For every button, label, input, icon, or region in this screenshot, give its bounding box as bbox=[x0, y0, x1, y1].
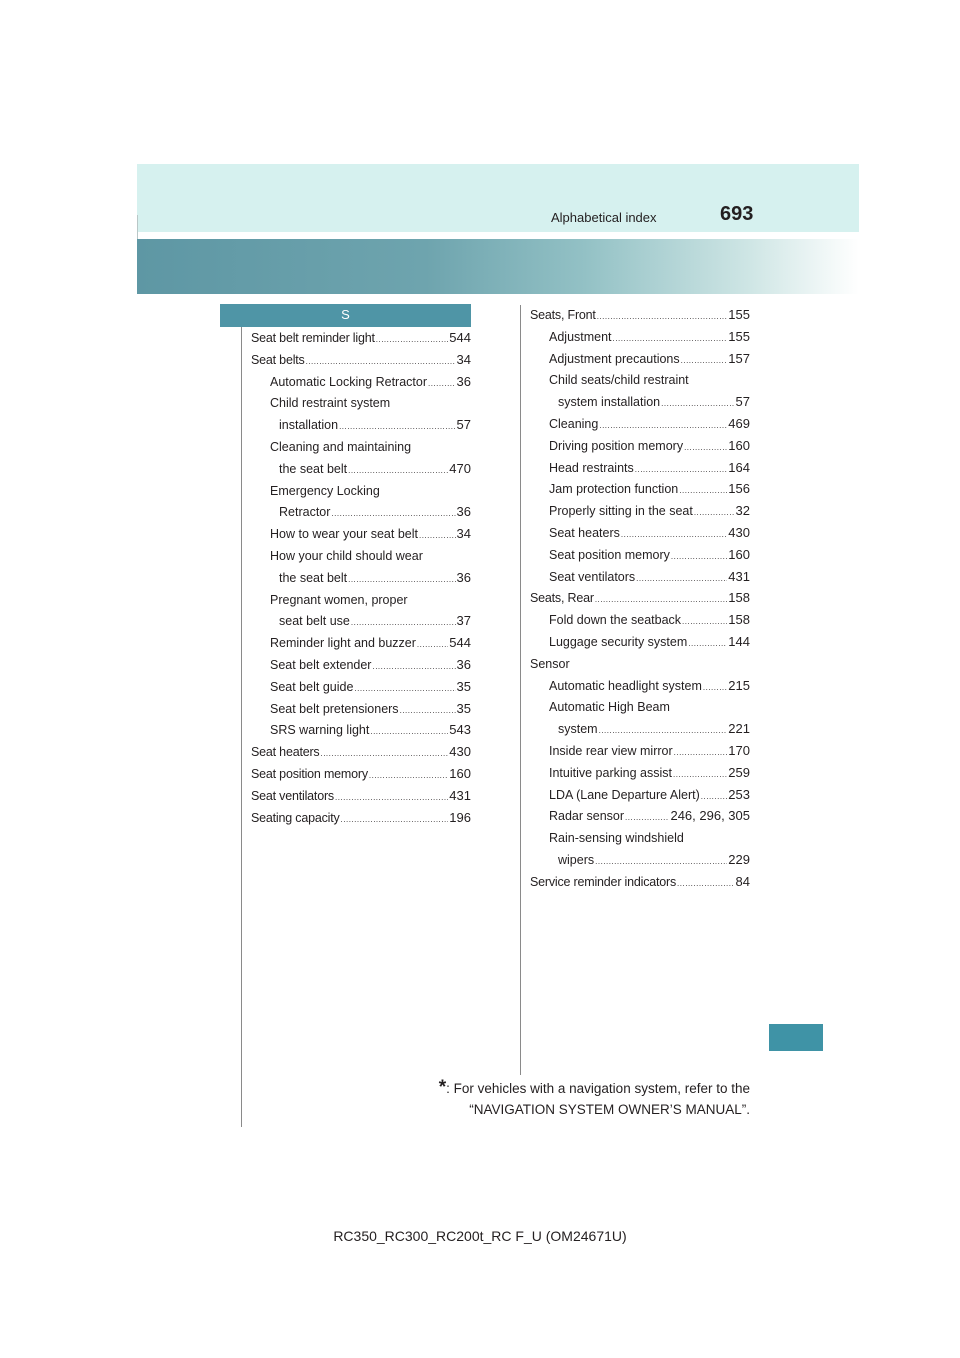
index-entry-label: Automatic headlight system bbox=[549, 678, 702, 693]
leader-dots bbox=[677, 874, 734, 894]
leader-dots bbox=[679, 481, 727, 501]
index-entry bbox=[549, 523, 750, 545]
leader-dots bbox=[331, 504, 455, 524]
leader-dots bbox=[636, 569, 727, 589]
index-entry bbox=[270, 655, 471, 677]
leader-dots bbox=[674, 743, 728, 763]
index-entry bbox=[549, 676, 750, 698]
index-entry bbox=[270, 524, 471, 546]
page-number: 693 bbox=[720, 203, 754, 225]
left-column-rule bbox=[241, 327, 242, 1127]
index-entry-page: 155 bbox=[728, 328, 750, 344]
index-entry bbox=[279, 459, 471, 481]
index-entry-page: 170 bbox=[728, 743, 750, 758]
index-entry bbox=[549, 697, 670, 717]
leader-dots bbox=[684, 438, 727, 458]
index-entry bbox=[270, 677, 471, 699]
index-entry bbox=[251, 328, 471, 350]
header-rule bbox=[137, 215, 138, 239]
leader-dots bbox=[417, 635, 448, 655]
index-entry-label: Seats, Front bbox=[530, 308, 596, 322]
index-entry-label: Reminder light and buzzer bbox=[270, 636, 416, 651]
index-entry-label: Seat belt pretensioners bbox=[270, 701, 399, 716]
index-entry-label: Retractor bbox=[279, 505, 331, 520]
leader-dots bbox=[376, 330, 449, 350]
leader-dots bbox=[661, 394, 734, 414]
leader-dots bbox=[673, 765, 727, 785]
index-entry-page: 160 bbox=[728, 437, 750, 453]
index-entry-label: Properly sitting in the seat bbox=[549, 504, 693, 519]
index-entry-label: Jam protection function bbox=[549, 482, 679, 497]
index-entry bbox=[549, 763, 750, 785]
decorative-gradient-band bbox=[137, 239, 859, 294]
index-entry-page: 84 bbox=[735, 873, 750, 889]
index-entry-label: Pregnant women, proper bbox=[270, 592, 408, 607]
index-entry bbox=[549, 828, 684, 848]
index-entry bbox=[530, 305, 750, 327]
index-entry-label: the seat belt bbox=[279, 570, 348, 585]
index-entry-label: Automatic High Beam bbox=[549, 700, 670, 715]
leader-dots bbox=[351, 613, 456, 633]
leader-dots bbox=[635, 460, 728, 480]
index-entry-label: Service reminder indicators bbox=[530, 874, 677, 889]
index-entry bbox=[558, 719, 750, 741]
footnote-line-1: : For vehicles with a navigation system, refer to the bbox=[446, 1081, 750, 1096]
leader-dots bbox=[595, 590, 727, 610]
leader-dots bbox=[400, 701, 456, 721]
index-entry-page: 158 bbox=[728, 590, 750, 606]
leader-dots bbox=[320, 744, 448, 764]
index-entry bbox=[279, 568, 471, 590]
index-entry-page: 36 bbox=[456, 657, 471, 672]
index-entry-page: 246, 296, 305 bbox=[670, 808, 750, 824]
index-entry bbox=[270, 481, 380, 501]
index-entry bbox=[270, 699, 471, 721]
leader-dots bbox=[595, 852, 727, 872]
leader-dots bbox=[339, 417, 455, 437]
index-entry-label: the seat belt bbox=[279, 461, 348, 476]
index-entry bbox=[270, 372, 471, 394]
index-entry-page: 470 bbox=[449, 460, 471, 476]
leader-dots bbox=[694, 503, 735, 523]
leader-dots bbox=[688, 634, 727, 654]
index-entry bbox=[549, 567, 750, 589]
index-entry-label: Head restraints bbox=[549, 460, 634, 475]
index-entry-label: Luggage security system bbox=[549, 635, 688, 649]
index-entry-page: 430 bbox=[449, 744, 471, 760]
index-entry bbox=[549, 501, 750, 523]
index-entry-page: 35 bbox=[456, 700, 471, 716]
index-entry-label: How your child should wear bbox=[270, 549, 423, 563]
index-entry bbox=[279, 415, 471, 437]
index-entry bbox=[270, 633, 471, 655]
index-entry bbox=[549, 741, 750, 763]
index-entry bbox=[549, 370, 689, 390]
leader-dots bbox=[682, 612, 727, 632]
index-entry-label: Seat belt extender bbox=[270, 658, 372, 672]
leader-dots bbox=[671, 547, 727, 567]
leader-dots bbox=[306, 352, 456, 372]
index-entry-label: installation bbox=[279, 418, 339, 433]
index-entry-label: wipers bbox=[558, 853, 595, 867]
index-entry-page: 35 bbox=[456, 678, 471, 694]
index-entry-page: 215 bbox=[728, 677, 750, 693]
index-entry-page: 157 bbox=[728, 350, 750, 366]
leader-dots bbox=[369, 766, 448, 786]
index-entry-label: Seat position memory bbox=[549, 547, 670, 562]
index-entry bbox=[279, 502, 471, 524]
index-entry-label: Seating capacity bbox=[251, 810, 340, 825]
index-entry bbox=[549, 436, 750, 458]
index-entry-label: system bbox=[558, 722, 598, 737]
index-entry-label: Driving position memory bbox=[549, 438, 684, 453]
leader-dots bbox=[419, 526, 456, 546]
index-entry-page: 36 bbox=[456, 569, 471, 585]
index-entry bbox=[549, 610, 750, 632]
index-entry-page: 57 bbox=[735, 394, 750, 410]
leader-dots bbox=[703, 678, 727, 698]
index-entry bbox=[549, 414, 750, 436]
index-entry-page: 32 bbox=[735, 503, 750, 519]
index-entry-label: Automatic Locking Retractor bbox=[270, 374, 428, 389]
footnote-line-2: “NAVIGATION SYSTEM OWNER’S MANUAL”. bbox=[469, 1102, 750, 1117]
index-entry-page: 259 bbox=[728, 764, 750, 780]
index-entry-label: Adjustment precautions bbox=[549, 351, 680, 366]
index-entry-label: Child seats/child restraint bbox=[549, 373, 689, 388]
index-entry-label: Emergency Locking bbox=[270, 483, 380, 498]
index-entry-label: Intuitive parking assist bbox=[549, 765, 672, 780]
index-entry-page: 431 bbox=[449, 787, 471, 803]
index-entry bbox=[549, 785, 750, 807]
index-entry-label: seat belt use bbox=[279, 614, 350, 629]
index-entry-label: SRS warning light bbox=[270, 723, 370, 738]
index-entry-page: 221 bbox=[728, 721, 750, 737]
leader-dots bbox=[354, 679, 455, 699]
index-entry bbox=[549, 327, 750, 349]
leader-dots bbox=[613, 329, 728, 349]
index-entry-page: 196 bbox=[449, 809, 471, 825]
index-entry-page: 36 bbox=[456, 504, 471, 520]
leader-dots bbox=[681, 351, 728, 371]
index-entry-label: Seat belts bbox=[251, 352, 305, 367]
index-entry-label: Cleaning bbox=[549, 417, 599, 431]
index-entry-label: How to wear your seat belt bbox=[270, 527, 418, 542]
index-entry-label: Seat position memory bbox=[251, 767, 368, 781]
index-entry bbox=[251, 786, 471, 808]
center-column-rule bbox=[520, 305, 521, 1075]
index-entry bbox=[270, 393, 390, 413]
index-entry-page: 544 bbox=[449, 635, 471, 651]
index-entry bbox=[270, 590, 408, 610]
index-entry-label: Fold down the seatback bbox=[549, 613, 682, 628]
leader-dots bbox=[599, 721, 728, 741]
leader-dots bbox=[428, 374, 456, 394]
leader-dots bbox=[348, 461, 448, 481]
leader-dots bbox=[701, 787, 728, 807]
document-footer: RC350_RC300_RC200t_RC F_U (OM24671U) bbox=[333, 1228, 627, 1244]
index-entry bbox=[530, 654, 570, 674]
index-entry-label: Sensor bbox=[530, 656, 570, 671]
index-entry-label: Rain-sensing windshield bbox=[549, 831, 684, 846]
index-entry-label: Seat ventilators bbox=[251, 788, 334, 803]
index-entry-page: 543 bbox=[449, 722, 471, 738]
index-entry-page: 253 bbox=[728, 786, 750, 802]
index-entry bbox=[270, 437, 411, 457]
leader-dots bbox=[335, 788, 448, 808]
leader-dots bbox=[372, 657, 455, 677]
footnote-2 bbox=[420, 1100, 750, 1119]
index-entry-label: Seat belt guide bbox=[270, 679, 354, 694]
index-entry-label: Seat heaters bbox=[549, 526, 620, 540]
index-entry bbox=[279, 611, 471, 633]
index-entry-label: Inside rear view mirror bbox=[549, 744, 673, 758]
index-entry bbox=[270, 720, 471, 742]
index-entry-page: 158 bbox=[728, 612, 750, 628]
leader-dots bbox=[597, 307, 728, 327]
index-entry-page: 37 bbox=[456, 613, 471, 629]
footnote bbox=[420, 1078, 750, 1098]
page-title: Alphabetical index bbox=[551, 210, 657, 225]
leader-dots bbox=[341, 810, 449, 830]
index-entry bbox=[530, 872, 750, 894]
index-entry bbox=[530, 588, 750, 610]
index-entry bbox=[251, 764, 471, 786]
index-entry-page: 469 bbox=[728, 416, 750, 431]
footnote-star: * bbox=[438, 1077, 447, 1098]
index-entry-page: 229 bbox=[728, 852, 750, 867]
index-entry-page: 544 bbox=[449, 330, 471, 345]
index-entry-page: 57 bbox=[456, 417, 471, 433]
section-letter-s: S bbox=[220, 304, 471, 327]
index-entry bbox=[549, 349, 750, 371]
index-entry-page: 34 bbox=[456, 526, 471, 542]
index-entry-page: 144 bbox=[728, 634, 750, 649]
leader-dots bbox=[621, 525, 727, 545]
index-entry-label: Adjustment bbox=[549, 329, 612, 344]
index-entry-page: 160 bbox=[728, 546, 750, 562]
index-entry-page: 430 bbox=[728, 525, 750, 540]
leader-dots bbox=[370, 722, 448, 742]
index-entry bbox=[251, 742, 471, 764]
index-entry-page: 34 bbox=[456, 351, 471, 367]
index-entry-label: Radar sensor bbox=[549, 809, 625, 824]
index-entry bbox=[549, 806, 750, 828]
index-entry bbox=[251, 808, 471, 830]
index-entry bbox=[549, 545, 750, 567]
index-entry-label: Seat ventilators bbox=[549, 569, 636, 584]
index-entry-label: Seats, Rear bbox=[530, 591, 594, 606]
index-entry-page: 160 bbox=[449, 766, 471, 781]
leader-dots bbox=[348, 570, 455, 590]
index-entry-label: Seat heaters bbox=[251, 745, 320, 760]
leader-dots bbox=[599, 416, 727, 436]
index-entry-page: 156 bbox=[728, 481, 750, 497]
index-entry bbox=[558, 392, 750, 414]
index-entry bbox=[549, 479, 750, 501]
index-entry bbox=[251, 350, 471, 372]
index-entry bbox=[558, 850, 750, 872]
index-entry bbox=[549, 632, 750, 654]
section-thumb-tab bbox=[769, 1024, 823, 1051]
index-entry bbox=[270, 546, 423, 566]
index-entry-label: Child restraint system bbox=[270, 396, 391, 411]
index-entry bbox=[549, 458, 750, 480]
index-entry-label: LDA (Lane Departure Alert) bbox=[549, 787, 700, 802]
leader-dots bbox=[625, 808, 669, 828]
index-entry-label: system installation bbox=[558, 395, 661, 410]
index-entry-page: 164 bbox=[728, 459, 750, 475]
index-entry-page: 155 bbox=[728, 307, 750, 322]
index-entry-page: 36 bbox=[456, 373, 471, 389]
index-entry-label: Cleaning and maintaining bbox=[270, 440, 412, 454]
index-entry-label: Seat belt reminder light bbox=[251, 331, 375, 345]
index-entry-page: 431 bbox=[728, 568, 750, 584]
